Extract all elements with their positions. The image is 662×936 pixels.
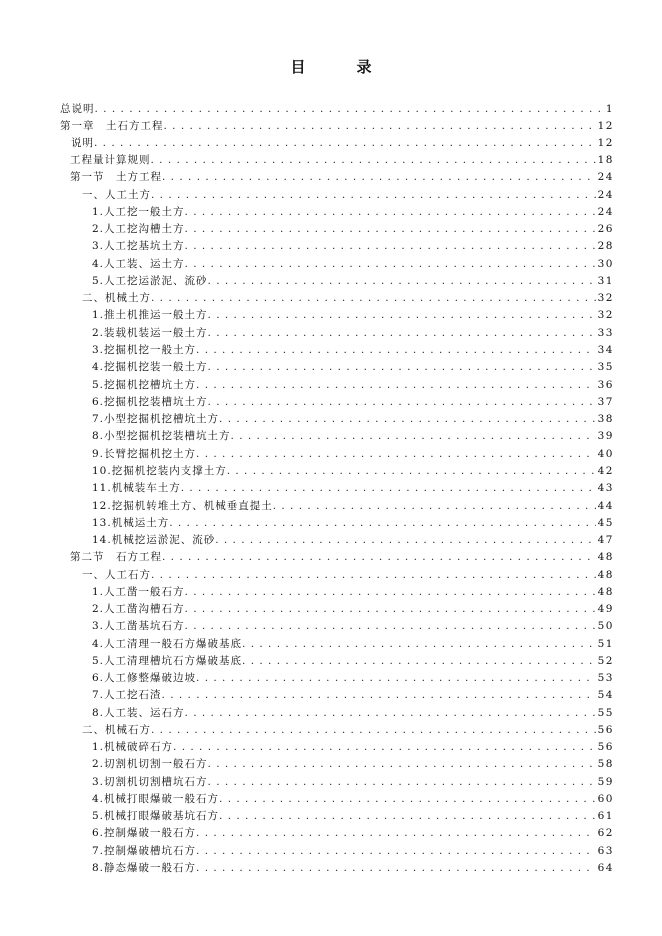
toc-entry-page: 1 [605, 103, 614, 115]
toc-entry-label: 12.挖掘机转堆土方、机械垂直提土 [92, 500, 273, 512]
leader-dots [196, 826, 596, 840]
leader-dots [185, 222, 596, 236]
toc-entry[interactable] [92, 755, 614, 771]
toc-entry-label: 6.人工修整爆破边坡 [92, 672, 197, 684]
leader-dots [185, 602, 596, 616]
toc-entry-page: 38 [597, 413, 614, 425]
toc-entry[interactable] [92, 393, 614, 409]
toc-entry-page: 56 [597, 741, 614, 753]
leader-dots [208, 360, 596, 374]
toc-entry-label: 2.装载机装运一般土方 [92, 327, 208, 339]
toc-entry-page: 62 [597, 827, 614, 839]
toc-entry[interactable] [92, 842, 614, 858]
toc-entry-page: 56 [597, 724, 614, 736]
toc-entry-page: 32 [597, 292, 614, 304]
toc-entry[interactable] [92, 306, 614, 322]
toc-entry-label: 工程量计算规则 [70, 154, 151, 166]
toc-entry-page: 12 [597, 120, 614, 132]
leader-dots [185, 619, 596, 633]
leader-dots [151, 568, 596, 582]
toc-entry-page: 48 [597, 551, 614, 563]
leader-dots [151, 153, 596, 167]
toc-entry-label: 总说明 [60, 103, 95, 115]
toc-entry-page: 53 [597, 672, 614, 684]
toc-entry-label: 7.控制爆破槽坑石方 [92, 845, 197, 857]
toc-entry-label: 4.人工装、运土方 [92, 258, 185, 270]
toc-entry-page: 47 [597, 534, 614, 546]
leader-dots [164, 119, 596, 133]
toc-entry-label: 4.机械打眼爆破一般石方 [92, 793, 220, 805]
toc-entry[interactable] [71, 134, 614, 150]
toc-entry[interactable] [92, 531, 614, 547]
toc-entry-page: 32 [597, 309, 614, 321]
leader-dots [185, 585, 596, 599]
toc-entry-label: 2.切割机切割一般石方 [92, 758, 208, 770]
leader-dots [196, 343, 596, 357]
toc-entry-label: 5.人工挖运淤泥、流砂 [92, 275, 208, 287]
toc-entry-label: 7.人工挖石渣 [92, 689, 162, 701]
toc-entry[interactable] [92, 376, 614, 392]
toc-entry-label: 3.人工挖基坑土方 [92, 240, 185, 252]
leader-dots [151, 723, 596, 737]
toc-entry-page: 40 [597, 448, 614, 460]
toc-entry-page: 52 [597, 655, 614, 667]
toc-entry[interactable] [92, 600, 614, 616]
toc-entry[interactable] [92, 790, 614, 806]
leader-dots [185, 239, 596, 253]
leader-dots [208, 395, 596, 409]
toc-entry[interactable] [92, 704, 614, 720]
toc-entry-label: 6.控制爆破一般石方 [92, 827, 197, 839]
toc-entry-page: 55 [597, 707, 614, 719]
toc-entry[interactable] [92, 824, 614, 840]
toc-entry[interactable] [92, 686, 614, 702]
toc-entry-page: 49 [597, 603, 614, 615]
leader-dots [196, 378, 596, 392]
toc-entry[interactable] [92, 479, 614, 495]
toc-entry-page: 26 [597, 223, 614, 235]
toc-entry-page: 45 [597, 517, 614, 529]
toc-entry[interactable] [92, 773, 614, 789]
leader-dots [151, 291, 596, 305]
toc-entry[interactable] [92, 410, 614, 426]
leader-dots [162, 550, 596, 564]
toc-entry[interactable] [92, 255, 614, 271]
leader-dots [208, 308, 596, 322]
toc-entry-label: 8.人工装、运石方 [92, 707, 185, 719]
page-title: 目 录 [290, 58, 390, 76]
toc-entry[interactable] [92, 652, 614, 668]
toc-entry[interactable] [92, 324, 614, 340]
toc-entry[interactable] [60, 100, 614, 116]
leader-dots [242, 637, 596, 651]
toc-entry-label: 3.切割机切割槽坑石方 [92, 776, 208, 788]
toc-entry-page: 54 [597, 689, 614, 701]
leader-dots [196, 861, 596, 875]
toc-entry-page: 24 [597, 189, 614, 201]
toc-entry-label: 1.机械破碎石方 [92, 741, 174, 753]
toc-entry[interactable] [92, 237, 614, 253]
leader-dots [227, 464, 596, 478]
toc-entry-page: 24 [597, 206, 614, 218]
toc-entry-label: 3.人工凿基坑石方 [92, 620, 185, 632]
toc-entry-label: 5.机械打眼爆破基坑石方 [92, 810, 220, 822]
toc-entry-page: 31 [597, 275, 614, 287]
toc-entry-page: 59 [597, 776, 614, 788]
toc-entry-label: 2.人工挖沟槽土方 [92, 223, 185, 235]
toc-entry-label: 14.机械挖运淤泥、流砂 [92, 534, 216, 546]
toc-entry-page: 34 [597, 344, 614, 356]
toc-entry-page: 37 [597, 396, 614, 408]
toc-entry-page: 30 [597, 258, 614, 270]
toc-entry[interactable] [70, 168, 614, 184]
toc-entry[interactable] [92, 341, 614, 357]
toc-entry-label: 6.挖掘机挖装槽坑土方 [92, 396, 208, 408]
toc-entry-page: 64 [597, 862, 614, 874]
leader-dots [215, 533, 595, 547]
toc-entry-page: 60 [597, 793, 614, 805]
toc-entry-label: 8.小型挖掘机挖装槽坑土方 [92, 430, 231, 442]
leader-dots [208, 274, 596, 288]
toc-entry[interactable] [82, 721, 614, 737]
leader-dots [273, 499, 596, 513]
toc-entry-label: 第一节 土方工程 [70, 171, 162, 183]
leader-dots [181, 481, 596, 495]
leader-dots [185, 205, 596, 219]
leader-dots [219, 792, 596, 806]
toc-entry-label: 1.人工挖一般土方 [92, 206, 185, 218]
toc-entry-page: 18 [597, 154, 614, 166]
leader-dots [162, 688, 596, 702]
toc-entry[interactable] [92, 220, 614, 236]
toc-entry-label: 5.人工清理槽坑石方爆破基底 [92, 655, 243, 667]
leader-dots [185, 257, 596, 271]
toc-entry[interactable] [92, 807, 614, 823]
toc-entry-page: 63 [597, 845, 614, 857]
toc-entry[interactable] [92, 738, 614, 754]
toc-entry-page: 61 [597, 810, 614, 822]
toc-entry-page: 39 [597, 430, 614, 442]
toc-entry[interactable] [92, 514, 614, 530]
leader-dots [196, 671, 596, 685]
leader-dots [242, 654, 596, 668]
toc-entry-label: 3.挖掘机挖一般土方 [92, 344, 197, 356]
toc-entry-label: 5.挖掘机挖槽坑土方 [92, 379, 197, 391]
leader-dots [94, 136, 596, 150]
toc-entry-page: 44 [597, 500, 614, 512]
toc-entry-page: 48 [597, 586, 614, 598]
toc-entry-label: 1.推土机推运一般土方 [92, 309, 208, 321]
leader-dots [219, 809, 596, 823]
leader-dots [169, 516, 595, 530]
leader-dots [151, 188, 596, 202]
toc-entry-page: 12 [597, 137, 614, 149]
toc-entry-label: 1.人工凿一般石方 [92, 586, 185, 598]
toc-entry-page: 58 [597, 758, 614, 770]
toc-entry[interactable] [92, 203, 614, 219]
toc-entry-label: 7.小型挖掘机挖槽坑土方 [92, 413, 220, 425]
leader-dots [231, 429, 596, 443]
toc-entry[interactable] [92, 617, 614, 633]
toc-entry-label: 10.挖掘机挖装内支撑土方 [92, 465, 227, 477]
leader-dots [196, 447, 596, 461]
toc-entry-page: 28 [597, 240, 614, 252]
toc-entry[interactable] [92, 427, 614, 443]
toc-entry-page: 42 [597, 465, 614, 477]
toc-entry[interactable] [70, 548, 614, 564]
leader-dots [95, 102, 604, 116]
leader-dots [208, 757, 596, 771]
toc-entry[interactable] [70, 151, 614, 167]
toc-entry-label: 9.长臂挖掘机挖土方 [92, 448, 197, 460]
toc-entry[interactable] [92, 583, 614, 599]
leader-dots [219, 412, 596, 426]
toc-entry-label: 4.人工清理一般石方爆破基底 [92, 638, 243, 650]
toc-entry[interactable] [92, 859, 614, 875]
toc-entry[interactable] [60, 117, 614, 133]
toc-entry-page: 48 [597, 569, 614, 581]
toc-entry[interactable] [82, 566, 614, 582]
toc-entry-label: 8.静态爆破一般石方 [92, 862, 197, 874]
toc-entry-page: 33 [597, 327, 614, 339]
toc-entry-label: 二、机械石方 [82, 724, 151, 736]
toc-entry[interactable] [92, 358, 614, 374]
toc-entry[interactable] [92, 669, 614, 685]
toc-entry[interactable] [82, 289, 614, 305]
toc-entry-page: 43 [597, 482, 614, 494]
toc-entry-label: 11.机械装车土方 [92, 482, 181, 494]
toc-entry-label: 第一章 土石方工程 [60, 120, 164, 132]
toc-entry-label: 2.人工凿沟槽石方 [92, 603, 185, 615]
leader-dots [185, 706, 596, 720]
toc-entry-label: 一、人工石方 [82, 569, 151, 581]
toc-entry-label: 13.机械运土方 [92, 517, 170, 529]
toc-entry-page: 35 [597, 361, 614, 373]
leader-dots [208, 326, 596, 340]
toc-entry-label: 说明 [71, 137, 94, 149]
toc-entry-label: 第二节 石方工程 [70, 551, 162, 563]
toc-entry[interactable] [92, 462, 614, 478]
toc-entry-label: 4.挖掘机挖装一般土方 [92, 361, 208, 373]
toc-entry[interactable] [92, 445, 614, 461]
toc-entry[interactable] [82, 186, 614, 202]
toc-entry-page: 36 [597, 379, 614, 391]
toc-entry-label: 一、人工土方 [82, 189, 151, 201]
leader-dots [173, 740, 596, 754]
toc-entry-page: 24 [597, 171, 614, 183]
leader-dots [162, 170, 596, 184]
toc-entry-label: 二、机械土方 [82, 292, 151, 304]
toc-entry-page: 51 [597, 638, 614, 650]
leader-dots [208, 775, 596, 789]
toc-entry[interactable] [92, 635, 614, 651]
toc-entry-page: 50 [597, 620, 614, 632]
toc-entry[interactable] [92, 272, 614, 288]
leader-dots [196, 844, 596, 858]
toc-entry[interactable] [92, 497, 614, 513]
